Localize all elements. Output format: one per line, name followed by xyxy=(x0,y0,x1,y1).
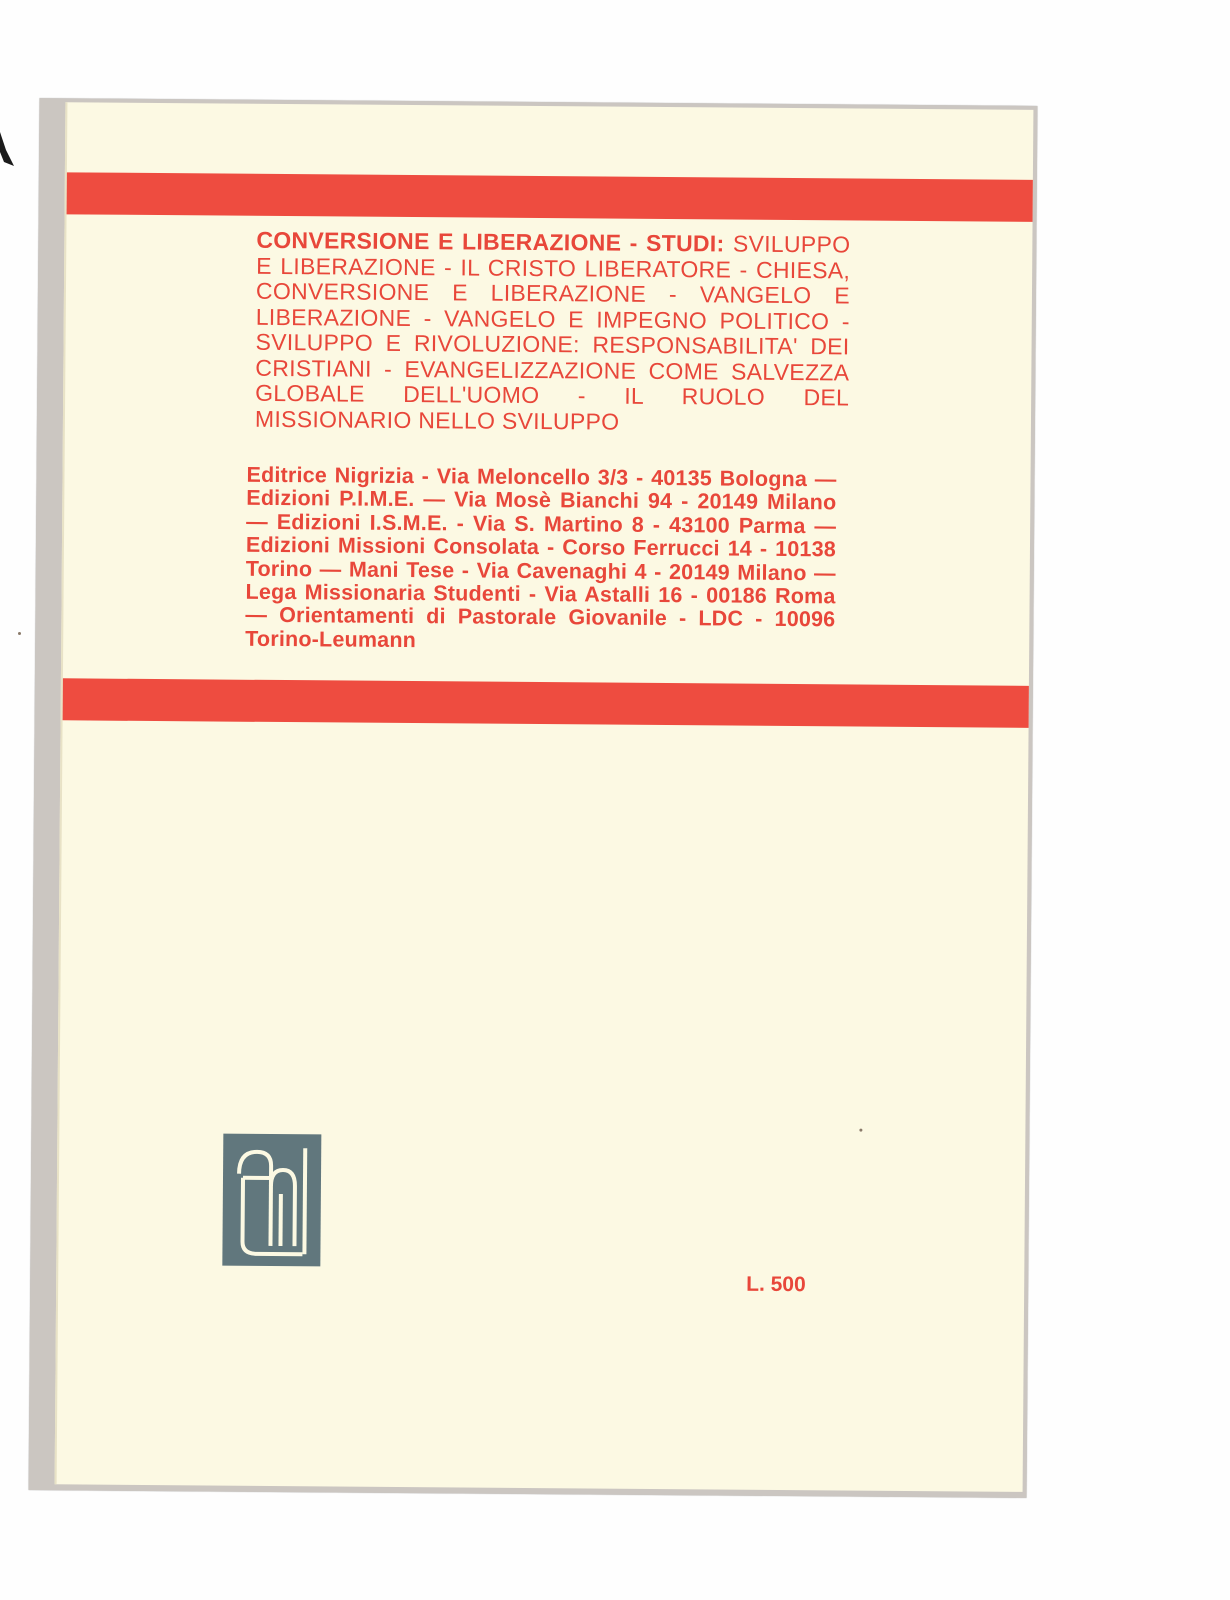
top-red-band xyxy=(67,172,1033,222)
scan-edge-mark xyxy=(0,132,14,168)
cover-surface xyxy=(55,102,1034,1492)
contents-title: CONVERSIONE E LIBERAZIONE - STUDI: xyxy=(256,226,725,257)
paper-speck xyxy=(18,632,21,635)
contents-text: SVILUPPO E LIBERAZIONE - IL CRISTO LIBERATORE - CHIESA, CONVERSIONE E LIBERAZIONE - VANGELO E LIBERAZIONE - VANGELO E IMPEGNO POLITICO - SVILUPPO E RIVOLUZIONE: RESPONSABILITA' DEI CRISTIANI - EVANGELIZZAZIONE COME SALVEZZA GLOBALE DELL'UOMO - IL RUOLO DEL MISSIONARIO NELLO SVILUPPO xyxy=(254,230,851,435)
price-label: L. 500 xyxy=(746,1272,806,1297)
book-back-cover xyxy=(29,98,1038,1498)
emi-logo xyxy=(222,1134,321,1267)
emi-logo-mark xyxy=(222,1134,321,1267)
contents-list xyxy=(255,228,851,437)
paper-speck xyxy=(859,1129,862,1132)
bottom-red-band xyxy=(63,678,1029,728)
publishers-list: Editrice Nigrizia - Via Meloncello 3/3 - 40135 Bologna — Edizioni P.I.M.E. — Via Mosè Bianchi 94 - 20149 Milano — Edizioni I.S.M.E. - Via S. Martino 8 - 43100 Parma — Edizioni Missioni Consolata - Corso Ferrucci 14 - 10138 Torino — Mani Tese - Via Cavenaghi 4 - 20149 Milano — Lega Missionaria Studenti - Via Astalli 16 - 00186 Roma — Orientamenti di Pastorale Giovanile - LDC - 10096 Torino-Leumann xyxy=(245,462,837,652)
